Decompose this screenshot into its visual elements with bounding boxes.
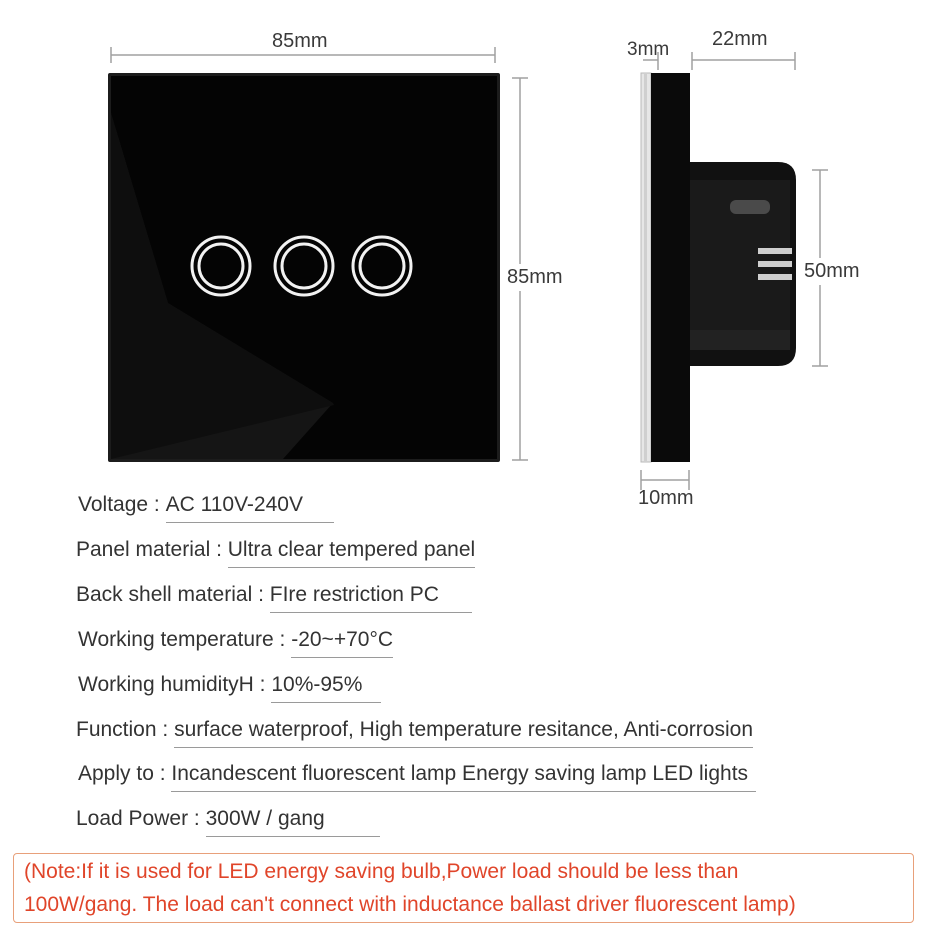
- note-line-1: (Note:If it is used for LED energy saving bulb,Power load should be less than: [24, 860, 739, 883]
- spec-apply-to-label: Apply to :: [78, 762, 172, 785]
- side-view: [600, 30, 910, 510]
- side-glass-label: 3mm: [627, 39, 670, 60]
- side-depth-label: 22mm: [712, 28, 768, 50]
- spec-voltage: [78, 493, 334, 523]
- spec-function-value: surface waterproof, High temperature resitance, Anti-corrosion: [174, 718, 753, 748]
- spec-function-label: Function :: [76, 718, 175, 741]
- spec-working-temperature-label: Working temperature :: [78, 628, 292, 651]
- spec-function: [76, 718, 753, 748]
- spec-back-shell-value: FIre restriction PC: [270, 583, 472, 613]
- spec-apply-to: [78, 762, 756, 792]
- spec-working-temperature-value: -20~+70°C: [291, 628, 393, 658]
- spec-panel-material-value: Ultra clear tempered panel: [228, 538, 475, 568]
- spec-load-power: [76, 807, 380, 837]
- spec-voltage-label: Voltage :: [78, 493, 166, 516]
- spec-working-humidity: [78, 673, 381, 703]
- front-width-label: 85mm: [268, 30, 332, 53]
- front-height-label: 85mm: [507, 264, 563, 291]
- front-panel: [108, 73, 500, 462]
- spec-working-humidity-value: 10%-95%: [271, 673, 381, 703]
- note-box: [13, 853, 914, 923]
- spec-load-power-label: Load Power :: [76, 807, 206, 830]
- spec-panel-material-label: Panel material :: [76, 538, 228, 561]
- spec-load-power-value: 300W / gang: [206, 807, 380, 837]
- spec-working-humidity-label: Working humidityH :: [78, 673, 272, 696]
- spec-voltage-value: AC 110V-240V: [166, 493, 334, 523]
- spec-back-shell: [76, 583, 472, 613]
- spec-back-shell-label: Back shell material :: [76, 583, 270, 606]
- spec-apply-to-value: Incandescent fluorescent lamp Energy saving lamp LED lights: [171, 762, 756, 792]
- note-line-2: 100W/gang. The load can't connect with inductance ballast driver fluorescent lamp): [24, 893, 796, 916]
- side-plate-thickness-label: 10mm: [638, 487, 694, 509]
- side-backbox-height-label: 50mm: [804, 258, 860, 285]
- spec-panel-material: [76, 538, 475, 568]
- spec-working-temperature: [78, 628, 393, 658]
